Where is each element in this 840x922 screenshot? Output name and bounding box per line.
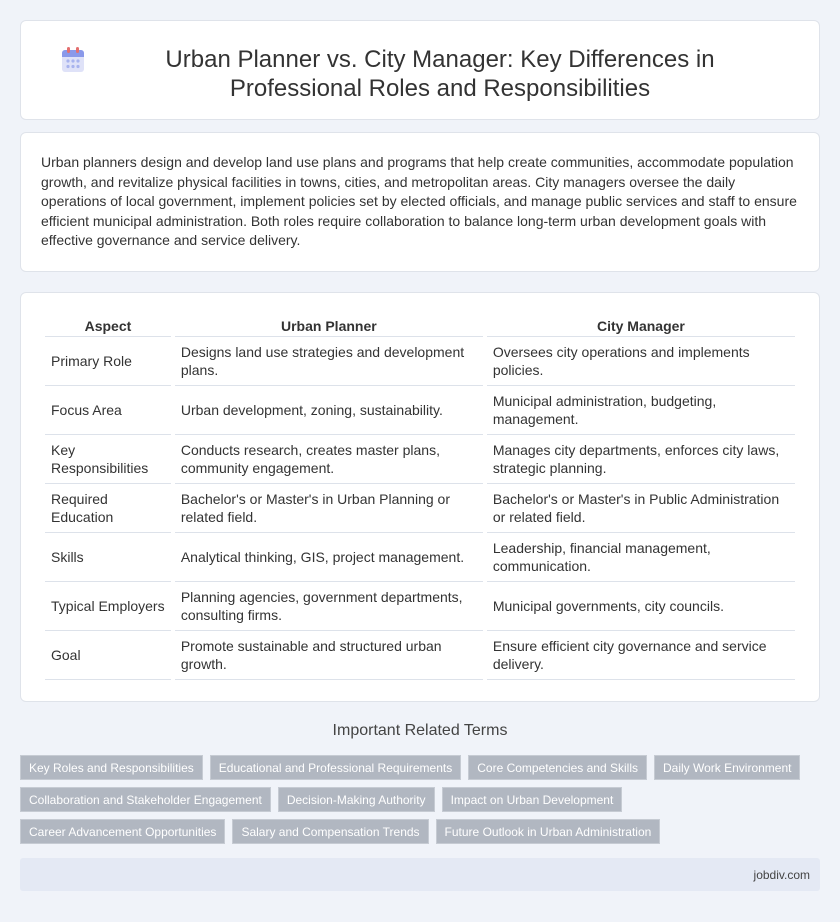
- related-term-tag[interactable]: Salary and Compensation Trends: [232, 819, 428, 844]
- city-manager-cell: Oversees city operations and implements policies.: [487, 337, 795, 386]
- comparison-card: [20, 292, 820, 702]
- table-row: [45, 582, 795, 631]
- urban-planner-cell: Conducts research, creates master plans, community engagement.: [175, 435, 483, 484]
- city-manager-cell: Bachelor's or Master's in Public Administration or related field.: [487, 484, 795, 533]
- table-row: [45, 533, 795, 582]
- tag-row: [20, 755, 820, 780]
- urban-planner-cell: Designs land use strategies and development plans.: [175, 337, 483, 386]
- related-term-tag[interactable]: Educational and Professional Requirements: [210, 755, 461, 780]
- urban-planner-cell: Promote sustainable and structured urban growth.: [175, 631, 483, 680]
- footer-site-link[interactable]: jobdiv.com: [753, 868, 810, 882]
- tag-row: [20, 787, 820, 812]
- table-row: [45, 631, 795, 680]
- calendar-icon: [61, 47, 85, 73]
- related-terms-list: [20, 755, 820, 851]
- related-term-tag[interactable]: Future Outlook in Urban Administration: [436, 819, 661, 844]
- related-term-tag[interactable]: Impact on Urban Development: [442, 787, 623, 812]
- city-manager-cell: Municipal administration, budgeting, management.: [487, 386, 795, 435]
- urban-planner-cell: Urban development, zoning, sustainability.: [175, 386, 483, 435]
- aspect-cell: Goal: [45, 631, 171, 680]
- footer: [20, 858, 820, 891]
- aspect-cell: Typical Employers: [45, 582, 171, 631]
- urban-planner-cell: Analytical thinking, GIS, project management.: [175, 533, 483, 582]
- urban-planner-cell: Planning agencies, government departments, consulting firms.: [175, 582, 483, 631]
- related-term-tag[interactable]: Key Roles and Responsibilities: [20, 755, 203, 780]
- table-row: [45, 435, 795, 484]
- tag-row: [20, 819, 820, 844]
- urban-planner-cell: Bachelor's or Master's in Urban Planning or related field.: [175, 484, 483, 533]
- title-card: [20, 20, 820, 120]
- related-term-tag[interactable]: Decision-Making Authority: [278, 787, 435, 812]
- comparison-table: [41, 311, 799, 680]
- related-term-tag[interactable]: Career Advancement Opportunities: [20, 819, 225, 844]
- page-title: Urban Planner vs. City Manager: Key Differences in Professional Roles and Responsibilities: [165, 46, 715, 102]
- related-terms-title: Important Related Terms: [332, 722, 508, 739]
- city-manager-cell: Ensure efficient city governance and service delivery.: [487, 631, 795, 680]
- title-wrap: [21, 45, 819, 103]
- table-header-row: [45, 311, 795, 337]
- related-term-tag[interactable]: Collaboration and Stakeholder Engagement: [20, 787, 271, 812]
- table-row: [45, 337, 795, 386]
- header-city-manager: City Manager: [487, 311, 795, 337]
- aspect-cell: Primary Role: [45, 337, 171, 386]
- aspect-cell: Required Education: [45, 484, 171, 533]
- related-term-tag[interactable]: Daily Work Environment: [654, 755, 800, 780]
- header-urban-planner: Urban Planner: [175, 311, 483, 337]
- header-aspect: Aspect: [45, 311, 171, 337]
- aspect-cell: Key Responsibilities: [45, 435, 171, 484]
- intro-card: [20, 132, 820, 272]
- table-row: [45, 484, 795, 533]
- city-manager-cell: Manages city departments, enforces city laws, strategic planning.: [487, 435, 795, 484]
- aspect-cell: Focus Area: [45, 386, 171, 435]
- table-row: [45, 386, 795, 435]
- city-manager-cell: Leadership, financial management, communication.: [487, 533, 795, 582]
- city-manager-cell: Municipal governments, city councils.: [487, 582, 795, 631]
- related-term-tag[interactable]: Core Competencies and Skills: [468, 755, 647, 780]
- aspect-cell: Skills: [45, 533, 171, 582]
- intro-paragraph: Urban planners design and develop land use plans and programs that help create communities, accommodate population growth, and revitalize physical facilities in towns, cities, and metropolitan areas. City managers oversee the daily operations of local government, implement policies set by elected officials, and manage public services and staff to ensure efficient municipal administration. Both roles require collaboration to balance long-term urban development goals with effective governance and service delivery.: [41, 154, 797, 249]
